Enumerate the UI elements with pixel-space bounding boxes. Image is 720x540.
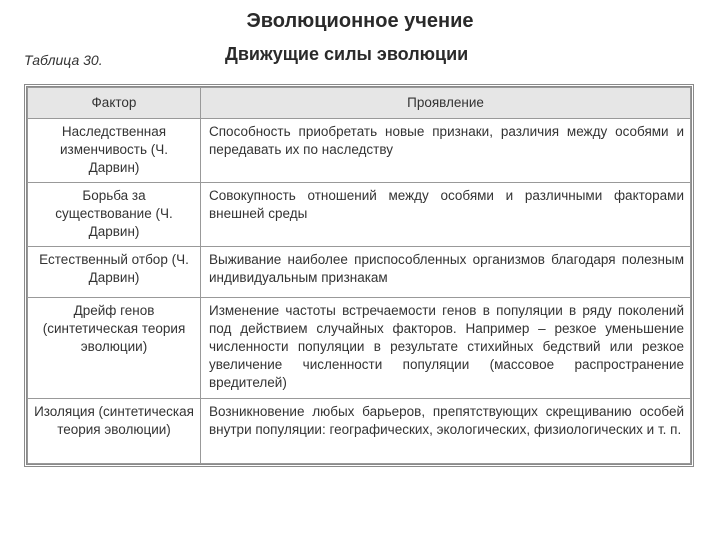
table-header-row xyxy=(28,88,691,119)
column-header-manifestation: Проявление xyxy=(201,88,691,119)
table xyxy=(27,87,691,464)
page-title: Эволюционное учение xyxy=(246,10,474,32)
factor-cell: Наследственная изменчивость (Ч. Дарвин) xyxy=(28,119,201,183)
table-row xyxy=(28,119,691,183)
table-row xyxy=(28,399,691,464)
table-number-label: Таблица 30. xyxy=(24,52,103,68)
factor-cell: Изоляция (синтетическая теория эволюции) xyxy=(28,399,201,464)
column-header-factor: Фактор xyxy=(28,88,201,119)
factor-cell: Дрейф генов (синтетическая теория эволюции) xyxy=(28,298,201,399)
table-row xyxy=(28,183,691,247)
manifestation-cell: Способность приобретать новые признаки, различия между особями и передавать их по наследству xyxy=(201,119,691,183)
evolution-forces-table xyxy=(24,84,694,467)
table-title: Движущие силы эволюции xyxy=(225,44,469,64)
manifestation-cell: Возникновение любых барьеров, препятствующих скрещиванию особей внутри популяции: географических, экологических, физиологических и т. п. xyxy=(201,399,691,464)
manifestation-cell: Совокупность отношений между особями и различными факторами внешней среды xyxy=(201,183,691,247)
factor-cell: Естественный отбор (Ч. Дарвин) xyxy=(28,247,201,298)
table-row xyxy=(28,247,691,298)
manifestation-cell: Выживание наиболее приспособленных организмов благодаря полезным индивидуальным признакам xyxy=(201,247,691,298)
factor-cell: Борьба за существование (Ч. Дарвин) xyxy=(28,183,201,247)
table-row xyxy=(28,298,691,399)
manifestation-cell: Изменение частоты встречаемости генов в популяции в ряду поколений под действием случайных факторов. Например – резкое уменьшение численности популяции в результате стихийных бедствий или резкое увеличение численности популяции (массовое распространение вредителей) xyxy=(201,298,691,399)
